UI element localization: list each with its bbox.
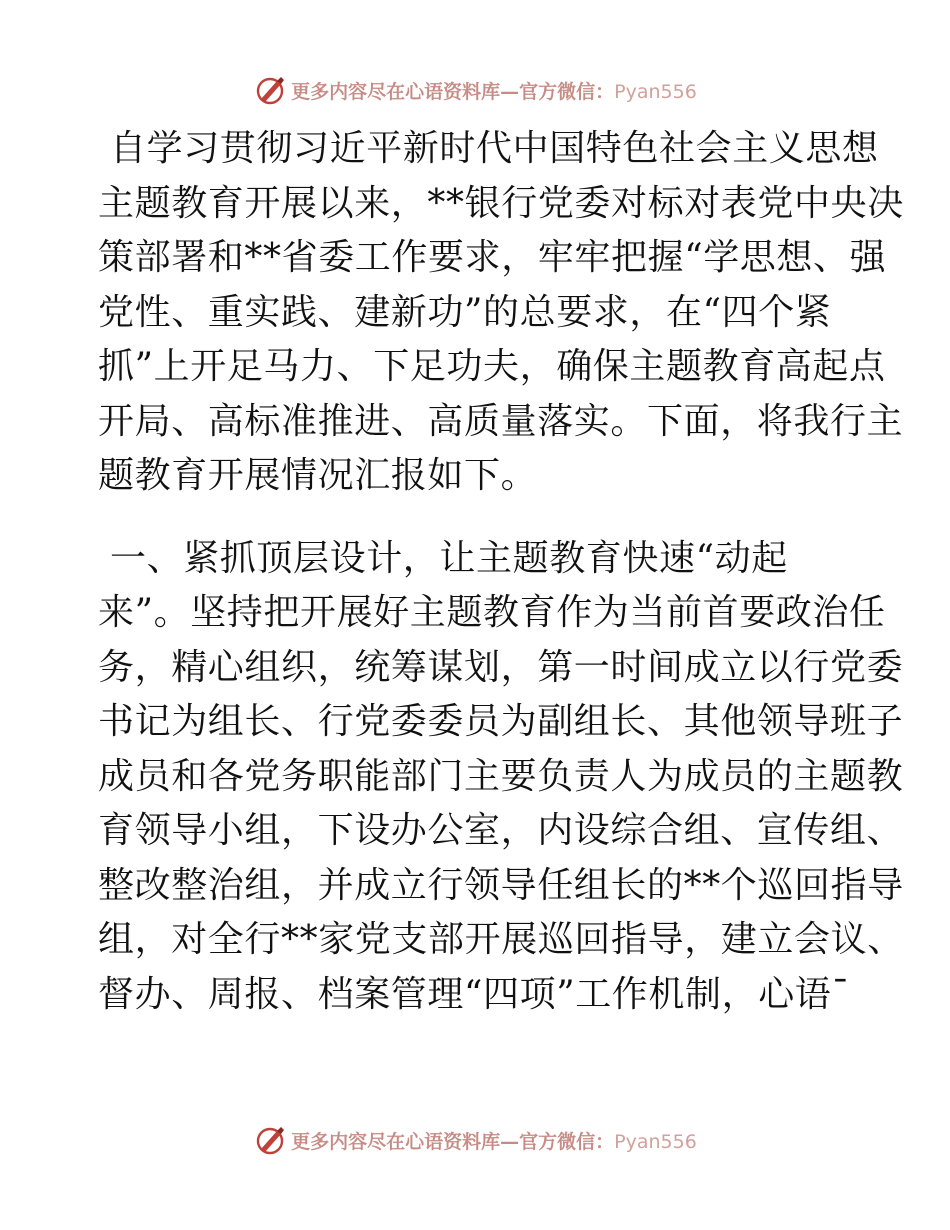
pen-circle-icon [253, 73, 287, 107]
watermark-prefix: 更多内容尽在心语资料库—官方微信： [291, 1130, 615, 1153]
text-line: 开局、高标准推进、高质量落实。下面，将我行主 [98, 400, 904, 442]
text-line: 题教育开展情况汇报如下。 [98, 455, 538, 496]
text-line: 主题教育开展以来，**银行党委对标对表党中央决 [98, 182, 904, 224]
paragraph-intro [98, 122, 904, 504]
text-line: 督办、周报、档案管理“四项”工作机制，心语¯ [98, 973, 851, 1015]
paragraph-gap [98, 504, 858, 532]
watermark-handle: Pyan556 [614, 1130, 697, 1153]
section-heading-line: 一、紧抓顶层设计，让主题教育快速“动起 [110, 537, 788, 579]
watermark-handle: Pyan556 [614, 80, 697, 103]
header-watermark [0, 70, 950, 110]
document-body [98, 122, 904, 1077]
text-line: 自学习贯彻习近平新时代中国特色社会主义思想 [110, 128, 879, 169]
footer-watermark [0, 1120, 950, 1160]
text-line: 抓”上开足马力、下足功夫，确保主题教育高起点 [98, 346, 886, 387]
paragraph-section-one [98, 532, 904, 1077]
text-line: 党性、重实践、建新功”的总要求，在“四个紧 [98, 291, 832, 333]
text-line: 务，精心组织，统筹谋划，第一时间成立以行党委 [98, 646, 904, 688]
text-line: 书记为组长、行党委委员为副组长、其他领导班子 [98, 701, 904, 742]
text-line: 组，对全行**家党支部开展巡回指导，建立会议、 [98, 919, 904, 960]
text-line: 策部署和**省委工作要求，牢牢把握“学思想、强 [98, 237, 887, 278]
text-line: 整改整治组，并成立行领导任组长的**个巡回指导 [98, 864, 904, 906]
pen-circle-icon [253, 1123, 287, 1157]
text-line: 育领导小组，下设办公室，内设综合组、宣传组、 [98, 810, 904, 851]
watermark-prefix: 更多内容尽在心语资料库—官方微信： [291, 80, 615, 103]
text-line [98, 1022, 858, 1077]
text-line: 来”。坚持把开展好主题教育作为当前首要政治任 [98, 592, 886, 633]
text-line: 成员和各党务职能部门主要负责人为成员的主题教 [98, 755, 904, 797]
